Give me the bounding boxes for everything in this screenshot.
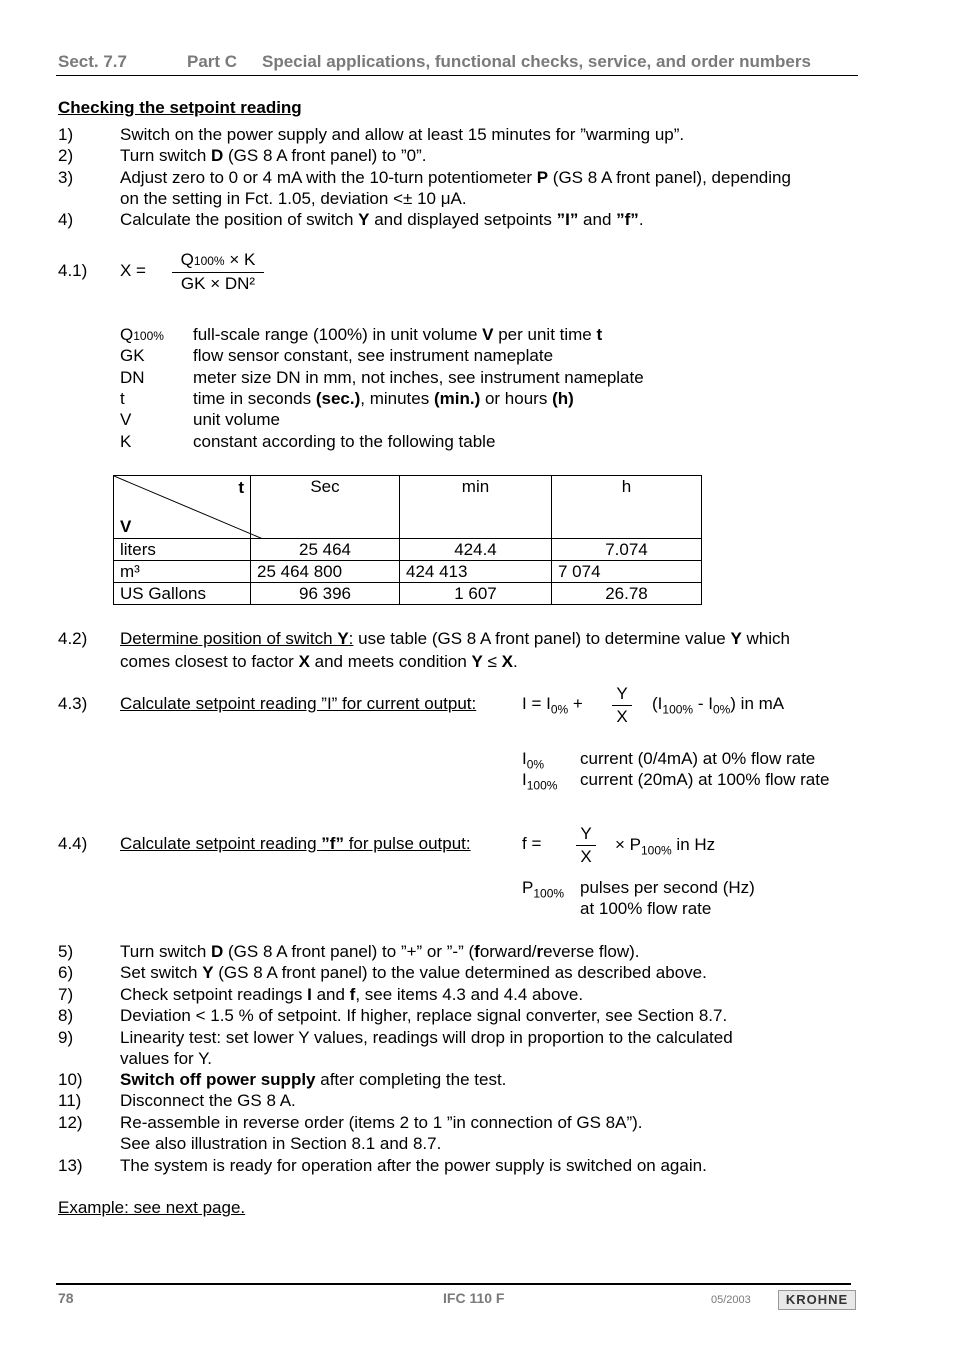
step-number: 3) [58,168,74,187]
def-text: meter size DN in mm, not inches, see instrument nameplate [193,368,644,387]
table-cell: 96 396 [251,583,400,605]
def-symbol: $I_{100\%}$ [522,770,558,793]
formula-rhs: × $P_{100\%}$ in Hz [615,835,716,858]
step-number: 4.4) [58,834,88,853]
header-title: Special applications, functional checks, service, and order numbers [262,52,811,71]
step-number: 5) [58,942,74,961]
formula-fraction [172,250,264,294]
def-symbol: $I_{0\%}$ [522,749,545,772]
table-row [114,583,702,605]
def-text: unit volume [193,410,280,429]
step-number: 1) [58,125,74,144]
step-text: Check setpoint readings I and f, see items 4.3 and 4.4 above. [120,985,584,1004]
product-name: IFC 110 F [443,1290,505,1306]
fraction-bar [172,272,264,273]
step-text: Disconnect the GS 8 A. [120,1091,296,1110]
table-cell: 7 074 [552,561,702,583]
table-row [114,561,702,583]
formula-lhs: X = [120,261,146,280]
step-number: 12) [58,1113,83,1132]
def-symbol: $P_{100\%}$ [522,878,565,901]
step-number: 4.2) [58,629,88,648]
step-number: 7) [58,985,74,1004]
fraction-bar [612,705,632,706]
step-number: 13) [58,1156,83,1175]
formula-rhs: $(I_{100\%} - I_{0\%})$ in mA [652,694,785,717]
step-number: 6) [58,963,74,982]
def-symbol: K [120,432,132,451]
def-text: constant according to the following table [193,432,496,451]
step-text: Switch off power supply after completing the test. [120,1070,507,1089]
step-number: 4.3) [58,694,88,713]
step-text: Turn switch D (GS 8 A front panel) to ”0”. [120,146,427,165]
section-heading: Checking the setpoint reading [58,98,302,117]
krohne-logo: KROHNE [778,1290,856,1310]
fraction-denominator: X [580,847,592,866]
step-number: 11) [58,1091,82,1110]
header-section: Sect. 7.7 [58,52,127,71]
fraction-denominator: X [616,707,628,726]
def-symbol: GK [120,346,145,365]
def-symbol: DN [120,368,145,387]
footer-date: 05/2003 [711,1294,751,1306]
def-text: full-scale range (100%) in unit volume V per unit time t [193,325,603,344]
step-text: The system is ready for operation after the power supply is switched on again. [120,1156,707,1175]
step-text: Re-assemble in reverse order (items 2 to 1 ”in connection of GS 8A”). [120,1113,643,1132]
header-part: Part C [187,52,238,71]
step-text: Deviation < 1.5 % of setpoint. If higher, replace signal converter, see Section 8.7. [120,1006,728,1025]
table-cell: 26.78 [552,583,702,605]
step-text: Switch on the power supply and allow at least 15 minutes for ”warming up”. [120,125,685,144]
step-text: Determine position of switch Y: use table (GS 8 A front panel) to determine value Y which [120,629,790,648]
step-number: 4) [58,210,74,229]
formula-denominator: GK × DN² [180,274,256,293]
step-number: 8) [58,1006,74,1025]
fraction-numerator: Y [616,684,628,703]
row-label: m³ [114,561,251,583]
step-text-continued: values for Y. [120,1049,212,1068]
table-row [114,539,702,561]
step-text: Calculate the position of switch Y and displayed setpoints ”I” and ”f”. [120,210,644,229]
step-label: Calculate setpoint reading ”I” for current output: [120,694,477,713]
step-text: Adjust zero to 0 or 4 mA with the 10-turn potentiometer P (GS 8 A front panel), depending [120,168,791,187]
column-header: h [552,476,702,539]
def-symbol: t [120,389,125,408]
step-number: 9) [58,1028,74,1047]
y-over-x-fraction [576,824,596,867]
step-text: Linearity test: set lower Y values, readings will drop in proportion to the calculated [120,1028,733,1047]
y-over-x-fraction [612,684,632,727]
column-header: min [400,476,552,539]
step-text-continued: See also illustration in Section 8.1 and 8.7. [120,1134,442,1153]
def-text: current (0/4mA) at 0% flow rate [580,749,816,768]
step-number: 4.1) [58,261,88,280]
formula-lhs: $I = I_{0\%}$ + [522,694,583,717]
k-constant-table [113,475,702,605]
def-text: flow sensor constant, see instrument nameplate [193,346,554,365]
table-cell: 1 607 [400,583,552,605]
row-label: liters [114,539,251,561]
def-text-continued: at 100% flow rate [580,899,712,918]
step-text: Turn switch D (GS 8 A front panel) to ”+” or ”-” (forward/reverse flow). [120,942,640,961]
row-label: US Gallons [114,583,251,605]
def-text: pulses per second (Hz) [580,878,755,897]
table-cell: 424 413 [400,561,552,583]
table-cell: 25 464 [251,539,400,561]
header-rule [56,75,858,76]
step-number: 10) [58,1070,83,1089]
table-cell: 25 464 800 [251,561,400,583]
step-number: 2) [58,146,74,165]
table-header-row [114,476,702,539]
fraction-numerator: Y [580,824,592,843]
corner-t-label: t [238,478,244,497]
page-number: 78 [58,1290,74,1306]
formula-lhs: f = [522,834,542,853]
step-text-continued: comes closest to factor X and meets condition Y ≤ X. [120,652,518,671]
def-symbol: V [120,410,132,429]
table-cell: 424.4 [400,539,552,561]
step-label: Calculate setpoint reading ”f” for pulse output: [120,834,471,853]
formula-numerator: Q100% × K [180,250,256,269]
table-corner-cell [114,476,251,539]
def-symbol: Q100% [120,325,164,344]
column-header: Sec [251,476,400,539]
table-cell: 7.074 [552,539,702,561]
corner-v-label: V [120,517,132,536]
step-text: Set switch Y (GS 8 A front panel) to the value determined as described above. [120,963,707,982]
footer-rule [56,1283,851,1285]
example-link: Example: see next page. [58,1198,246,1217]
fraction-bar [576,845,596,846]
def-text: current (20mA) at 100% flow rate [580,770,830,789]
def-text: time in seconds (sec.), minutes (min.) or hours (h) [193,389,574,408]
step-text-continued: on the setting in Fct. 1.05, deviation <± 10 μA. [120,189,467,208]
